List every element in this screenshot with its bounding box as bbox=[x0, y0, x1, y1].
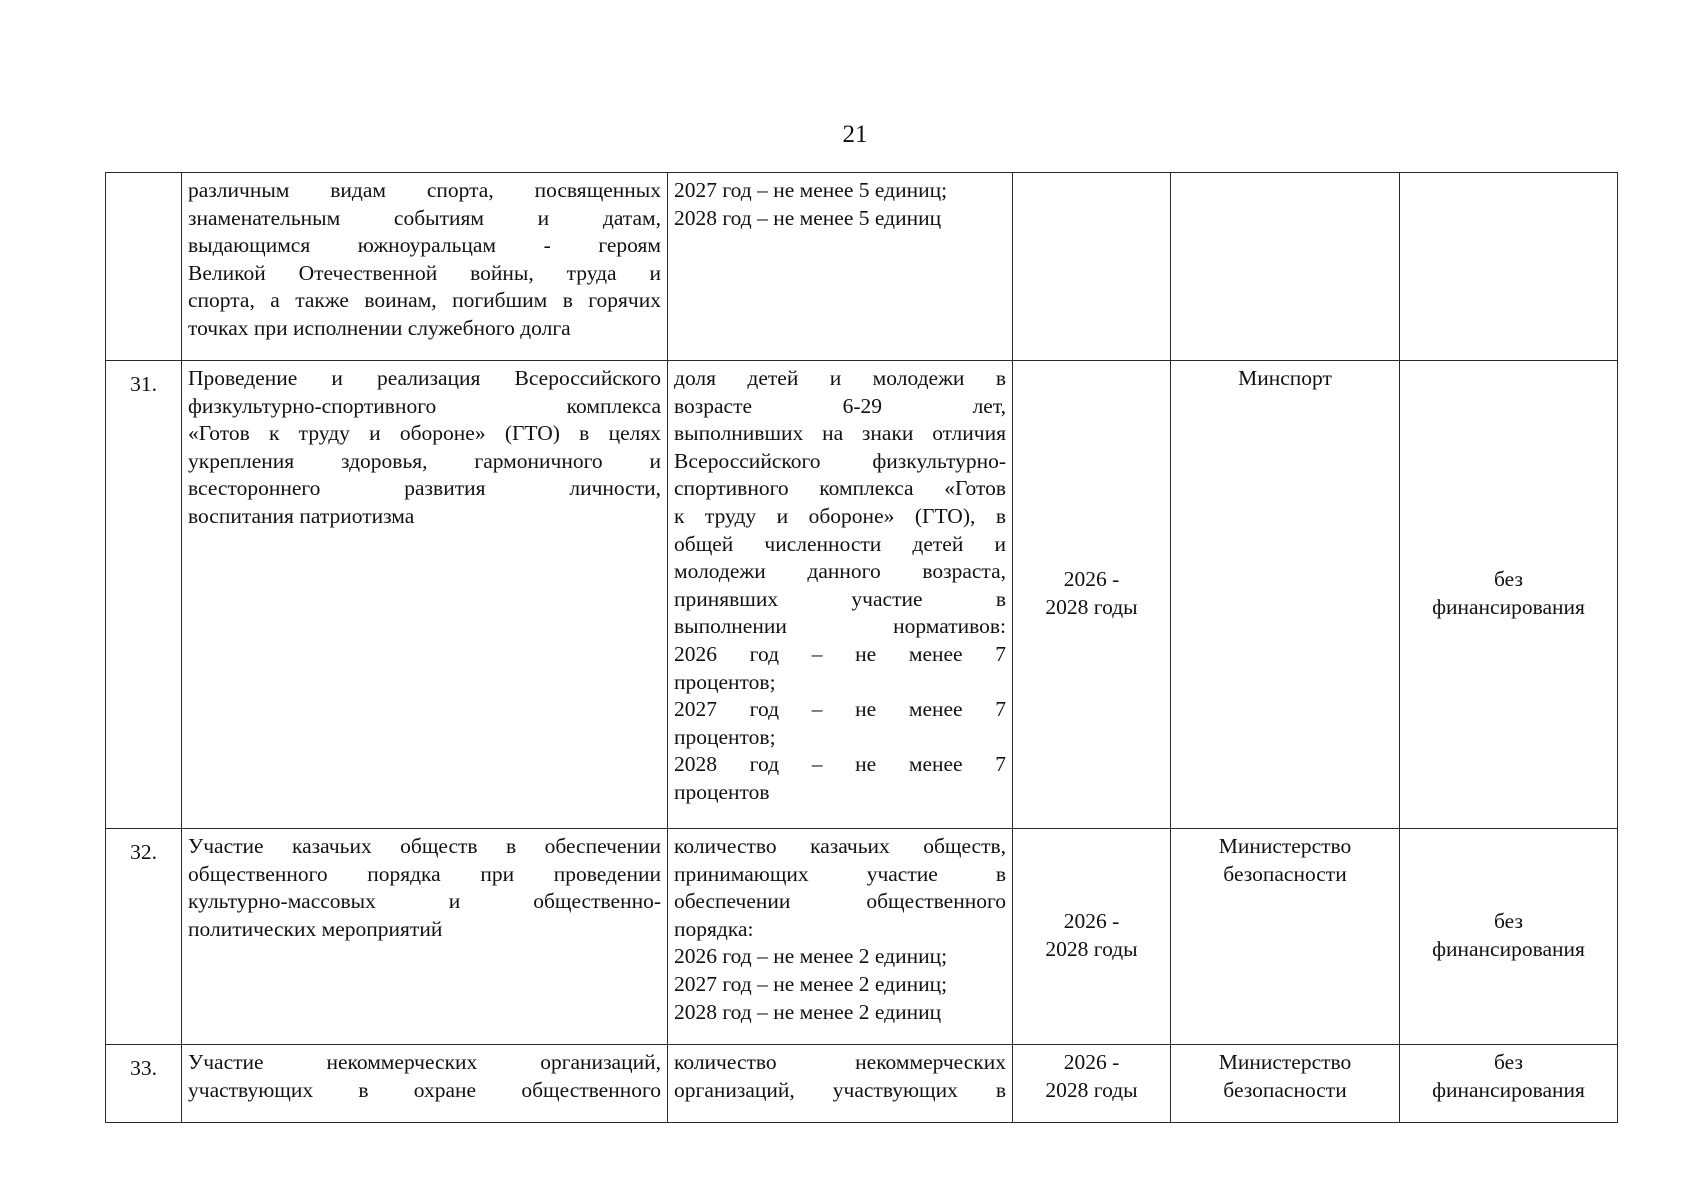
executor-name: Министерство bbox=[1218, 834, 1352, 858]
indicator-line: общей численности детей и bbox=[674, 531, 1006, 556]
row-number-cell: 33. bbox=[106, 1045, 182, 1123]
period-start: 2026 - bbox=[1063, 908, 1120, 933]
executor-cell bbox=[1171, 361, 1400, 829]
executor-name: безопасности bbox=[1223, 1077, 1347, 1102]
financing-cell bbox=[1400, 1045, 1618, 1123]
indicator-line: доля детей и молодежи в bbox=[674, 366, 1006, 390]
activity-cell bbox=[182, 361, 668, 829]
table-row bbox=[106, 1045, 1618, 1123]
period-cell bbox=[1013, 829, 1171, 1045]
period-start: 2026 - bbox=[1063, 1050, 1120, 1074]
activity-line: «Готов к труду и обороне» (ГТО) в целях bbox=[188, 421, 661, 446]
activity-line: спорта, а также воинам, погибшим в горячих bbox=[188, 288, 661, 313]
indicator-line: 2028 год – не менее 7 bbox=[674, 752, 1006, 777]
executor-cell bbox=[1171, 829, 1400, 1045]
financing-line: финансирования bbox=[1432, 936, 1585, 961]
indicator-line: спортивного комплекса «Готов bbox=[674, 476, 1006, 501]
executor-name: Минспорт bbox=[1238, 366, 1332, 390]
activity-cell bbox=[182, 1045, 668, 1123]
table-row bbox=[106, 361, 1618, 829]
indicator-line: 2028 год – не менее 2 единиц bbox=[674, 999, 942, 1024]
financing-line: финансирования bbox=[1432, 1077, 1585, 1102]
activity-line: укрепления здоровья, гармоничного и bbox=[188, 448, 661, 473]
activity-line: физкультурно-спортивного комплекса bbox=[188, 393, 661, 418]
period-start: 2026 - bbox=[1063, 566, 1120, 591]
indicator-line: количество некоммерческих bbox=[674, 1050, 1006, 1074]
activity-cell bbox=[182, 173, 668, 361]
indicator-line: 2027 год – не менее 7 bbox=[674, 697, 1006, 722]
period-end: 2028 годы bbox=[1045, 936, 1138, 961]
indicator-line: возрасте 6-29 лет, bbox=[674, 393, 1006, 418]
activity-line: Великой Отечественной войны, труда и bbox=[188, 260, 661, 285]
activity-line: Участие некоммерческих организаций, bbox=[188, 1050, 661, 1074]
indicator-line: процентов; bbox=[674, 669, 776, 694]
period-end: 2028 годы bbox=[1045, 1077, 1138, 1102]
activity-line: культурно-массовых и общественно- bbox=[188, 889, 661, 914]
financing-cell bbox=[1400, 173, 1618, 361]
row-number-cell bbox=[106, 173, 182, 361]
row-number-cell: 31. bbox=[106, 361, 182, 829]
indicator-cell bbox=[668, 829, 1013, 1045]
executor-name: безопасности bbox=[1223, 861, 1347, 886]
activity-line: всестороннего развития личности, bbox=[188, 476, 661, 501]
indicator-cell bbox=[668, 361, 1013, 829]
executor-cell bbox=[1171, 173, 1400, 361]
activity-cell bbox=[182, 829, 668, 1045]
activity-line: Участие казачьих обществ в обеспечении bbox=[188, 834, 661, 858]
indicator-line: Всероссийского физкультурно- bbox=[674, 448, 1006, 473]
indicator-line: 2027 год – не менее 2 единиц; bbox=[674, 971, 948, 996]
indicator-line: обеспечении общественного bbox=[674, 889, 1006, 914]
executor-cell bbox=[1171, 1045, 1400, 1123]
indicator-line: молодежи данного возраста, bbox=[674, 559, 1006, 584]
indicator-line: 2026 год – не менее 7 bbox=[674, 641, 1006, 666]
financing-line: финансирования bbox=[1432, 594, 1585, 619]
financing-line: без bbox=[1494, 566, 1523, 591]
page-number: 21 bbox=[842, 121, 868, 148]
indicator-line: к труду и обороне» (ГТО), в bbox=[674, 503, 1006, 528]
row-number-cell: 32. bbox=[106, 829, 182, 1045]
indicator-line: 2028 год – не менее 5 единиц bbox=[674, 205, 942, 230]
executor-name: Министерство bbox=[1218, 1050, 1352, 1074]
activity-line: политических мероприятий bbox=[188, 916, 443, 941]
indicator-line: принявших участие в bbox=[674, 586, 1006, 611]
indicator-line: порядка: bbox=[674, 916, 754, 941]
activity-line: воспитания патриотизма bbox=[188, 503, 415, 528]
period-cell bbox=[1013, 173, 1171, 361]
indicator-line: выполнении нормативов: bbox=[674, 614, 1006, 639]
indicator-line: организаций, участвующих в bbox=[674, 1077, 1006, 1102]
indicator-line: количество казачьих обществ, bbox=[674, 834, 1006, 858]
financing-cell bbox=[1400, 829, 1618, 1045]
indicator-line: 2027 год – не менее 5 единиц; bbox=[674, 178, 948, 202]
indicator-line: 2026 год – не менее 2 единиц; bbox=[674, 944, 948, 969]
activity-line: общественного порядка при проведении bbox=[188, 861, 661, 886]
indicator-line: процентов; bbox=[674, 724, 776, 749]
indicator-line: процентов bbox=[674, 779, 770, 804]
indicator-cell bbox=[668, 1045, 1013, 1123]
activity-line: знаменательным событиям и датам, bbox=[188, 205, 661, 230]
activity-line: выдающимся южноуральцам - героям bbox=[188, 233, 661, 258]
indicator-cell bbox=[668, 173, 1013, 361]
activity-line: различным видам спорта, посвященных bbox=[188, 178, 661, 202]
period-cell bbox=[1013, 1045, 1171, 1123]
table-row bbox=[106, 829, 1618, 1045]
indicator-line: принимающих участие в bbox=[674, 861, 1006, 886]
financing-line: без bbox=[1494, 908, 1523, 933]
indicator-line: выполнивших на знаки отличия bbox=[674, 421, 1006, 446]
financing-line: без bbox=[1494, 1050, 1523, 1074]
period-cell bbox=[1013, 361, 1171, 829]
financing-cell bbox=[1400, 361, 1618, 829]
period-end: 2028 годы bbox=[1045, 594, 1138, 619]
table-row bbox=[106, 173, 1618, 361]
activity-line: участвующих в охране общественного bbox=[188, 1077, 661, 1102]
activity-line: Проведение и реализация Всероссийского bbox=[188, 366, 661, 390]
program-activities-table bbox=[105, 172, 1618, 1123]
activity-line: точках при исполнении служебного долга bbox=[188, 315, 571, 340]
